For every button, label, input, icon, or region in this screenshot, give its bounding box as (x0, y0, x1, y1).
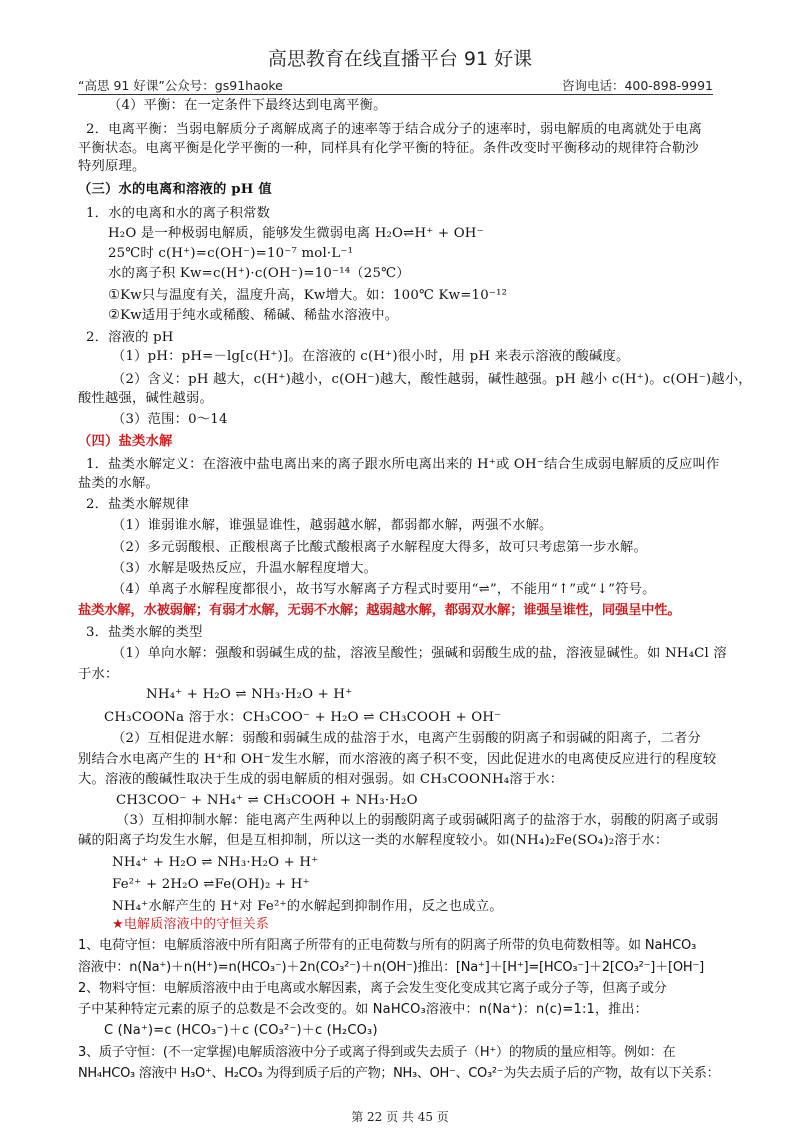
header-wechat: “高思 91 好课”公众号：gs91haoke (78, 78, 283, 93)
text-line: 1．盐类水解定义：在溶液中盐电离出来的离子跟水所电离出来的 H⁺或 OH⁻结合生成弱电解质的反应叫作 (86, 457, 720, 472)
section-heading: ★电解质溶液中的守恒关系 (112, 917, 270, 932)
section-heading: （四）盐类水解 (78, 434, 173, 449)
text-line: 2．电离平衡：当弱电解质分子离解成离子的速率等于结合成分子的速率时，弱电解质的电离就处于电离 (86, 122, 703, 137)
equation-line: CH3COO⁻ + NH₄⁺ ⇌ CH₃COOH + NH₃·H₂O (116, 793, 418, 808)
text-line: 于水： (78, 667, 119, 682)
header-title: 高思教育在线直播平台 91 好课 (267, 48, 533, 70)
header-divider (78, 94, 713, 95)
equation-line: CH₃COONa 溶于水：CH₃COO⁻ + H₂O ⇌ CH₃COOH + OH⁻ (104, 710, 502, 725)
text-line: 盐类的水解。 (78, 476, 159, 491)
header-info-row (78, 76, 713, 94)
equation-line: NH₄⁺ + H₂O ⇌ NH₃·H₂O + H⁺ (146, 687, 353, 702)
text-line: 2．盐类水解规律 (86, 497, 190, 512)
equation-line: NH₄⁺ + H₂O ⇌ NH₃·H₂O + H⁺ (112, 855, 319, 870)
text-line: （2）含义：pH 越大，c(H⁺)越小，c(OH⁻)越大，酸性越弱，碱性越强。pH 越小 c(H⁺)。c(OH⁻)越小， (112, 372, 752, 387)
text-line: 别结合水电离产生的 H⁺和 OH⁻发生水解，而水溶液的离子积不变，因此促进水的电离使反应进行的程度较 (78, 752, 717, 767)
section-heading: （三）水的电离和溶液的 pH 值 (78, 182, 272, 197)
text-line: 子中某种特定元素的原子的总数是不会改变的。如 NaHCO₃溶液中：n(Na⁺)：n(c)=1:1，推出： (78, 1002, 648, 1017)
text-line: H₂O 是一种极弱电解质，能够发生微弱电离 H₂O⇌H⁺ + OH⁻ (108, 226, 484, 241)
text-line: （4）单离子水解程度都很小，故书写水解离子方程式时要用“⇌”，不能用“↑”或“↓”符号。 (112, 582, 656, 597)
text-line: 水的离子积 Kw=c(H⁺)·c(OH⁻)=10⁻¹⁴（25℃） (108, 266, 410, 281)
text-line: ①Kw只与温度有关，温度升高，Kw增大。如：100℃ Kw=10⁻¹² (108, 288, 508, 303)
text-line: 25℃时 c(H⁺)=c(OH⁻)=10⁻⁷ mol·L⁻¹ (108, 246, 354, 261)
text-line: NH₄HCO₃ 溶液中 H₃O⁺、H₂CO₃ 为得到质子后的产物；NH₃、OH⁻、CO₃²⁻为失去质子后的产物，故有以下关系： (78, 1066, 720, 1081)
text-line: （1）pH：pH=－lg[c(H⁺)]。在溶液的 c(H⁺)很小时，用 pH 来表示溶液的酸碱度。 (112, 349, 630, 364)
text-line: 酸性越强，碱性越弱。 (78, 391, 213, 406)
text-line: （4）平衡：在一定条件下最终达到电离平衡。 (108, 98, 387, 113)
text-line: （1）谁弱谁水解，谁强显谁性，越弱越水解，都弱都水解，两强不水解。 (112, 518, 553, 533)
equation-line: C (Na⁺)=c (HCO₃⁻)＋c (CO₃²⁻)＋c (H₂CO₃) (104, 1023, 378, 1038)
text-line: ②Kw适用于纯水或稀酸、稀碱、稀盐水溶液中。 (108, 308, 399, 323)
text-line: 2．溶液的 pH (86, 330, 174, 345)
text-line: 3、质子守恒：(不一定掌握)电解质溶液中分子或离子得到或失去质子（H⁺）的物质的量应相等。例如：在 (78, 1045, 676, 1060)
header-phone: 咨询电话：400-898-9991 (561, 78, 713, 93)
text-line: 溶液中：n(Na⁺)＋n(H⁺)=n(HCO₃⁻)＋2n(CO₃²⁻)＋n(OH⁻)推出：[Na⁺]＋[H⁺]=[HCO₃⁻]＋2[CO₃²⁻]＋[OH⁻] (78, 960, 704, 975)
text-line: 2、物料守恒：电解质溶液中由于电离或水解因素，离子会发生变化变成其它离子或分子等，但离子或分 (78, 981, 667, 996)
equation-line: Fe²⁺ + 2H₂O ⇌Fe(OH)₂ + H⁺ (112, 877, 310, 892)
text-line: 碱的阳离子均发生水解，但是互相抑制，所以这一类的水解程度较小。如(NH₄)₂Fe(SO₄)₂溶于水： (78, 833, 669, 848)
text-line: 大。溶液的酸碱性取决于生成的弱电解质的相对强弱。如 CH₃COONH₄溶于水： (78, 772, 564, 787)
text-line: 平衡状态。电离平衡是化学平衡的一种，同样具有化学平衡的特征。条件改变时平衡移动的规律符合勒沙 (78, 141, 699, 156)
text-line: 1．水的电离和水的离子积常数 (86, 206, 271, 221)
page-number: 第 22 页 共 45 页 (351, 1110, 449, 1124)
mnemonic-line: 盐类水解，水被弱解；有弱才水解，无弱不水解；越弱越水解，都弱双水解；谁强呈谁性，同强呈中性。 (78, 603, 681, 618)
text-line: 特列原理。 (78, 159, 146, 174)
text-line: （2）多元弱酸根、正酸根离子比酸式酸根离子水解程度大得多，故可只考虑第一步水解。 (112, 540, 648, 555)
text-line: 1、电荷守恒：电解质溶液中所有阳离子所带有的正电荷数与所有的阴离子所带的负电荷数相等。如 NaHCO₃ (78, 938, 697, 953)
text-line: （3）互相抑制水解：能电离产生两种以上的弱酸阴离子或弱碱阳离子的盐溶于水，弱酸的阴离子或弱 (116, 813, 719, 828)
text-line: （3）范围：0～14 (112, 412, 228, 427)
text-line: （2）互相促进水解：弱酸和弱碱生成的盐溶于水，电离产生弱酸的阴离子和弱碱的阳离子，二者分 (112, 731, 702, 746)
text-line: NH₄⁺水解产生的 H⁺对 Fe²⁺的水解起到抑制作用，反之也成立。 (112, 899, 503, 914)
text-line: （3）水解是吸热反应，升温水解程度增大。 (112, 561, 378, 576)
text-line: （1）单向水解：强酸和弱碱生成的盐，溶液呈酸性；强碱和弱酸生成的盐，溶液显碱性。如 NH₄Cl 溶 (112, 646, 727, 661)
text-line: 3．盐类水解的类型 (86, 625, 203, 640)
